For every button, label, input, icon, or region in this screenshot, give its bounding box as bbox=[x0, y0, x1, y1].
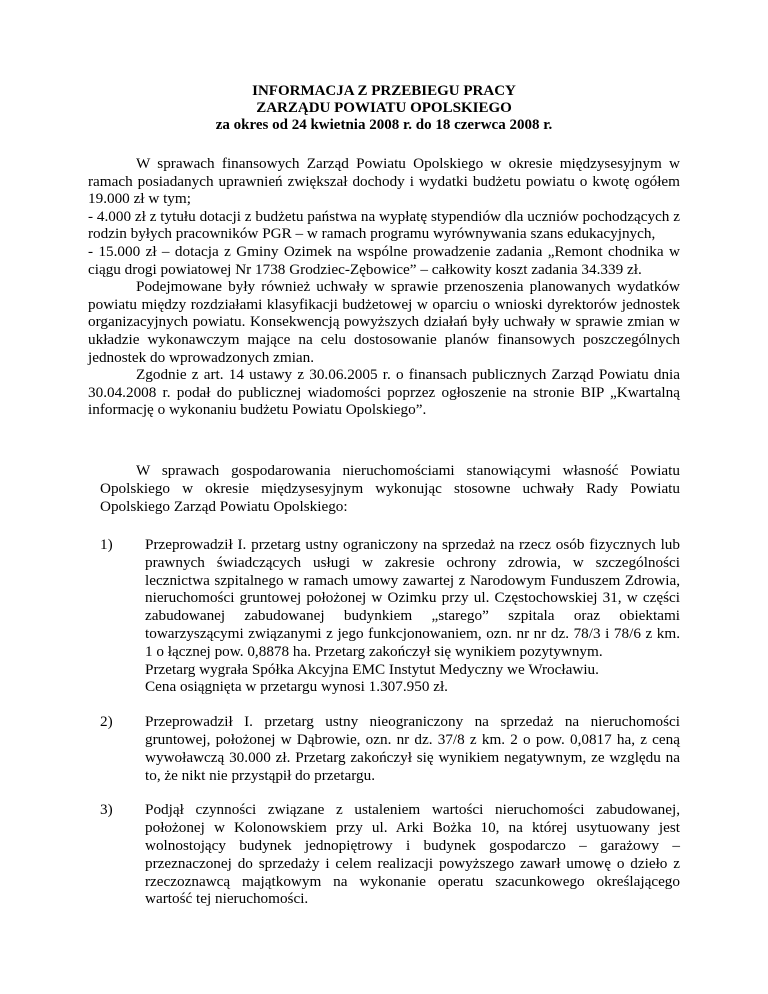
document-title bbox=[0, 83, 768, 134]
finance-section bbox=[88, 155, 680, 419]
list-item-text: Przeprowadził I. przetarg ustny ograniczony na sprzedaż na rzecz osób fizycznych lub prawnych świadczących usługi w zakresie ochrony zdrowia, w szczególności lecznictwa szpitalnego w ramach umowy zawartej z Narodowym Funduszem Zdrowia, nieruchomości gruntowej położonej w Ozimku przy ul. Częstochowskiej 31, w części zabudowanej zabudowanej budynkiem „starego” szpitala oraz obiektami towarzyszącymi związanymi z jego funkcjonowaniem, ozn. nr nr dz. 78/3 i 78/6 z km. 1 o łącznej pow. 0,8878 ha. Przetarg zakończył się wynikiem pozytywnym. bbox=[145, 536, 680, 660]
list-item bbox=[100, 536, 680, 696]
finance-paragraph-5: Zgodnie z art. 14 ustawy z 30.06.2005 r. o finansach publicznych Zarząd Powiatu dnia 30.04.2008 r. podał do publicznej wiadomości poprzez ogłoszenie na stronie BIP „Kwartalną informację o wykonaniu budżetu Powiatu Opolskiego”. bbox=[88, 366, 680, 419]
title-line-2: ZARZĄDU POWIATU OPOLSKIEGO bbox=[256, 100, 512, 116]
property-actions-list bbox=[100, 536, 680, 908]
list-item-number: 3) bbox=[100, 801, 113, 819]
list-item-number: 1) bbox=[100, 536, 113, 553]
list-item-price: Cena osiągnięta w przetargu wynosi 1.307.950 zł. bbox=[145, 678, 448, 696]
list-item-text: Przeprowadził I. przetarg ustny nieograniczony na sprzedaż na nieruchomości gruntowej, położonej w Dąbrowie, ozn. nr dz. 37/8 z km. 2 o pow. 0,0817 ha, z ceną wywoławczą 30.000 zł. Przetarg zakończył się wynikiem negatywnym, ze względu na to, że nikt nie przystąpił do przetargu. bbox=[145, 713, 680, 784]
list-item-number: 2) bbox=[100, 713, 113, 731]
property-section bbox=[100, 462, 680, 515]
title-line-1: INFORMACJA Z PRZEBIEGU PRACY bbox=[252, 83, 516, 99]
list-item bbox=[100, 801, 680, 908]
finance-paragraph-3: - 15.000 zł – dotacja z Gminy Ozimek na wspólne prowadzenie zadania „Remont chodnika w ciągu drogi powiatowej Nr 1738 Grodziec-Zębowice” – całkowity koszt zadania 34.339 zł. bbox=[88, 242, 680, 278]
finance-paragraph-1: W sprawach finansowych Zarząd Powiatu Opolskiego w okresie międzysesyjnym w ramach posiadanych uprawnień zwiększał dochody i wydatki budżetu powiatu o kwotę ogółem 19.000 zł w tym; bbox=[88, 155, 680, 208]
list-item-winner: Przetarg wygrała Spółka Akcyjna EMC Instytut Medyczny we Wrocławiu. bbox=[145, 660, 599, 678]
finance-paragraph-4: Podejmowane były również uchwały w sprawie przenoszenia planowanych wydatków powiatu między rozdziałami klasyfikacji budżetowej w oparciu o wnioski dyrektorów jednostek organizacyjnych powiatu. Konsekwencją powyższych działań były uchwały w sprawie zmian w układzie wykonawczym mające na celu dostosowanie planów finansowych poszczególnych jednostek do wprowadzonych zmian. bbox=[88, 278, 680, 366]
property-intro: W sprawach gospodarowania nieruchomościami stanowiącymi własność Powiatu Opolskiego w okresie międzysesyjnym wykonując stosowne uchwały Rady Powiatu Opolskiego Zarząd Powiatu Opolskiego: bbox=[100, 462, 680, 515]
list-item-text: Podjął czynności związane z ustaleniem wartości nieruchomości zabudowanej, położonej w Kolonowskiem przy ul. Arki Bożka 10, na której usytuowany jest wolnostojący budynek jednopiętrowy i budynek gospodarczo – garażowy – przeznaczonej do sprzedaży i celem realizacji powyższego zawarł umowę o dzieło z rzeczoznawcą majątkowym na wykonanie operatu szacunkowego określającego wartość tej nieruchomości. bbox=[145, 801, 680, 908]
title-period: za okres od 24 kwietnia 2008 r. do 18 czerwca 2008 r. bbox=[215, 117, 553, 133]
finance-paragraph-2: - 4.000 zł z tytułu dotacji z budżetu państwa na wypłatę stypendiów dla uczniów pochodzących z rodzin byłych pracowników PGR – w ramach programu wyrównywania szans edukacyjnych, bbox=[88, 207, 680, 243]
list-item bbox=[100, 713, 680, 784]
